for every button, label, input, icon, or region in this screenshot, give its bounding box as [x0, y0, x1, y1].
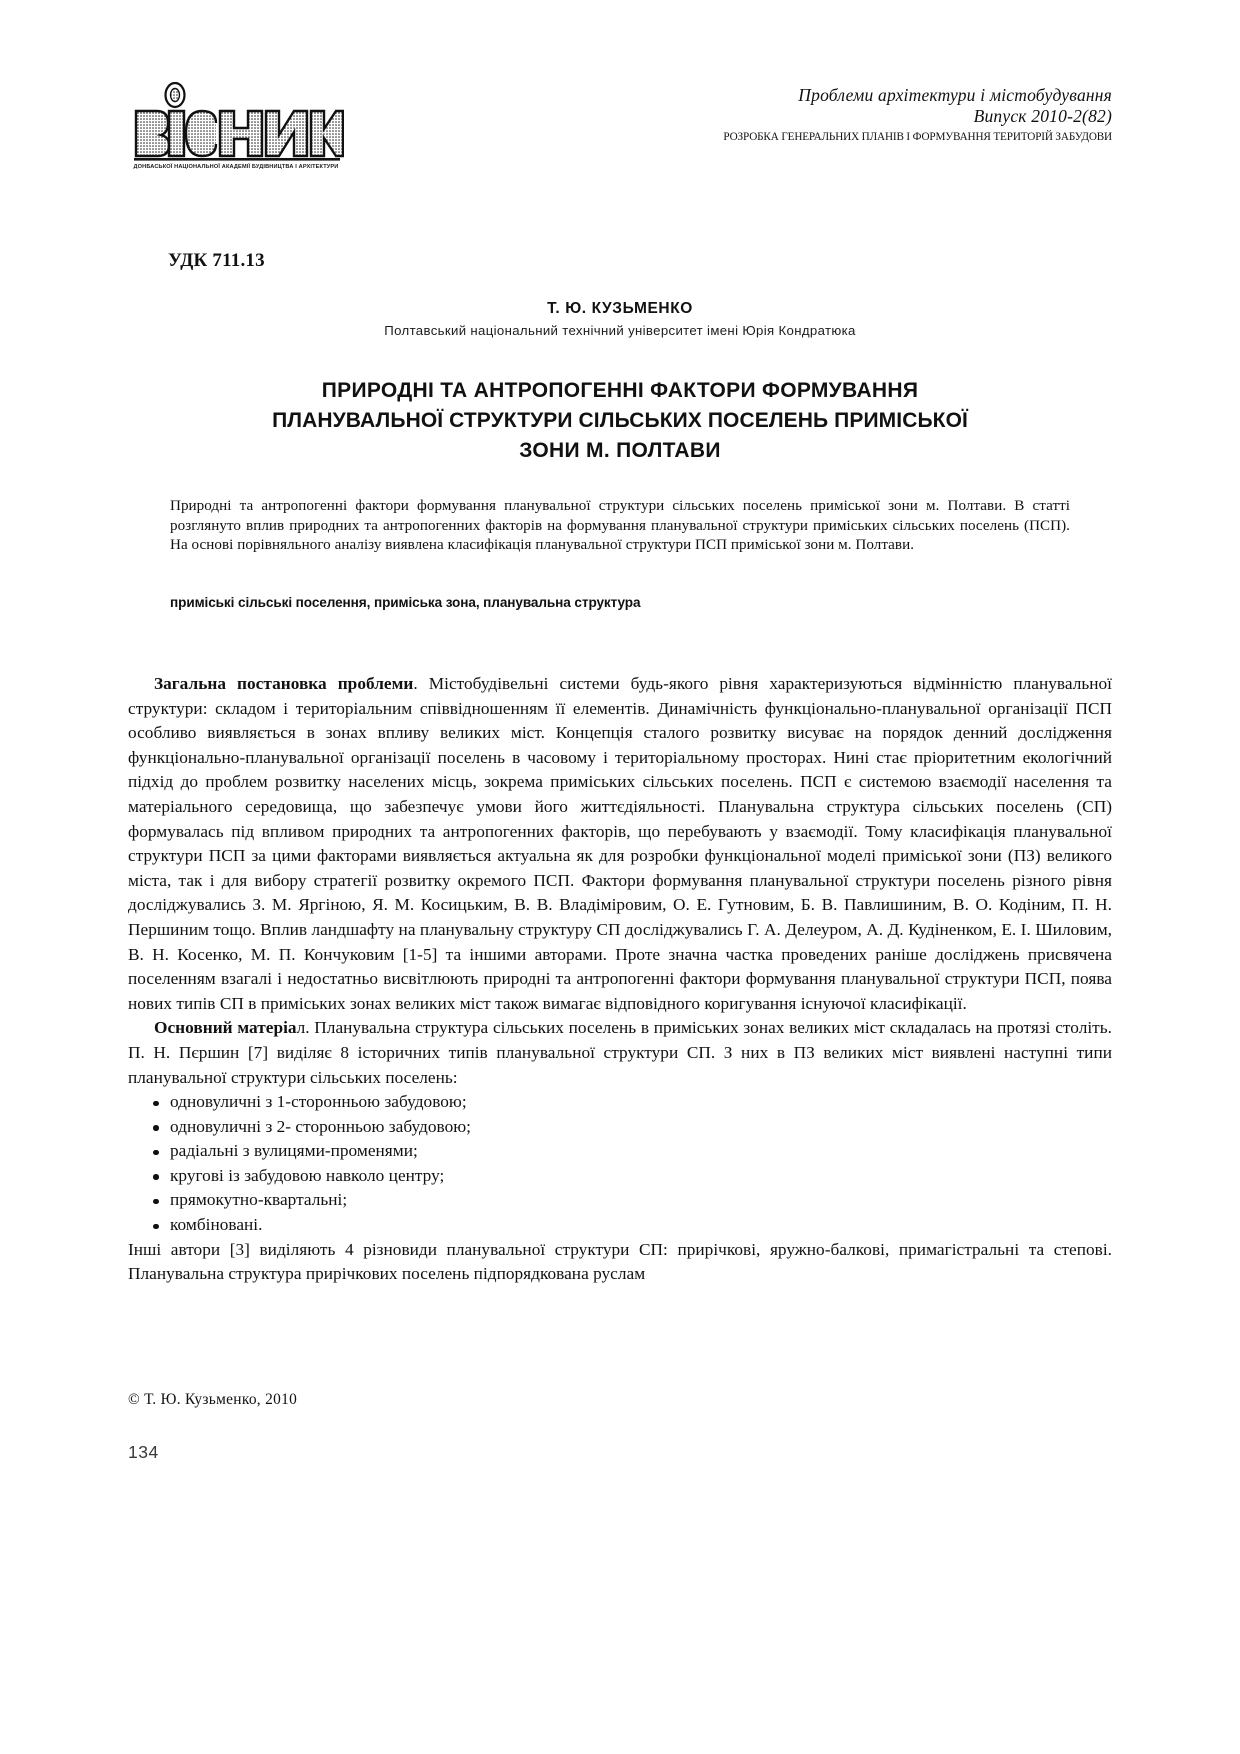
page-header — [128, 78, 1112, 178]
list-item-label: радіальні з вулицями-променями; — [170, 1141, 418, 1161]
article-abstract: Природні та антропогенні фактори формування планувальної структури сільських поселень приміської зони м. Полтави. В статті розглянуто вплив природних та антропогенних факторів на формування планувальної структури приміських сільських поселень (ПСП). На основі порівняльного аналізу виявлена класифікація планувальної структури ПСП приміської зони м. Полтави. — [170, 498, 1070, 554]
journal-subsection: РОЗРОБКА ГЕНЕРАЛЬНИХ ПЛАНІВ І ФОРМУВАННЯ ТЕРИТОРІЙ ЗАБУДОВИ — [723, 131, 1112, 143]
logo-caption: ДОНБАСЬКОЇ НАЦІОНАЛЬНОЇ АКАДЕМІЇ БУДІВНИЦТВА І АРХІТЕКТУРИ — [133, 164, 339, 170]
udc-code: УДК 711.13 — [168, 250, 265, 271]
article-author: Т. Ю. КУЗЬМЕНКО — [547, 300, 693, 317]
body-paragraph-1 — [128, 672, 1112, 1016]
title-line-1: ПРИРОДНІ ТА АНТРОПОГЕННІ ФАКТОРИ ФОРМУВАННЯ — [321, 379, 919, 403]
list-item — [128, 1188, 1112, 1213]
list-item — [128, 1090, 1112, 1115]
article-affiliation: Полтавський національний технічний університет імені Юрія Кондратюка — [384, 323, 856, 338]
bullet-icon — [153, 1224, 159, 1230]
journal-issue: Випуск 2010-2(82) — [973, 106, 1112, 126]
bullet-icon — [153, 1174, 159, 1180]
journal-section: Проблеми архітектури і містобудування — [798, 85, 1112, 105]
visnyk-logo-icon — [128, 82, 344, 162]
copyright-notice: © Т. Ю. Кузьменко, 2010 — [128, 1391, 298, 1408]
article-body — [128, 672, 1112, 1287]
list-item — [128, 1213, 1112, 1238]
journal-logo — [128, 78, 358, 170]
list-item-label: комбіновані. — [170, 1215, 263, 1235]
paragraph-1-lead: Загальна постановка проблеми — [154, 674, 414, 693]
list-item — [128, 1139, 1112, 1164]
paragraph-2-lead: Основний матеріа — [154, 1018, 297, 1038]
article-title — [170, 376, 1070, 466]
article-keywords: приміські сільські поселення, приміська зона, планувальна структура — [170, 595, 641, 610]
list-item — [128, 1115, 1112, 1140]
title-line-2: ПЛАНУВАЛЬНОЇ СТРУКТУРИ СІЛЬСЬКИХ ПОСЕЛЕНЬ ПРИМІСЬКОЇ — [272, 409, 968, 433]
body-paragraph-3: Інші автори [3] виділяють 4 різновиди планувальної структури СП: прирічкові, яружно-балкові, примагістральні та степові. Планувальна структура прирічкових поселень підпорядкована руслам — [128, 1239, 1112, 1284]
paragraph-1-text: . Містобудівельні системи будь-якого рівня характеризуються відмінністю планувальної структури: складом і територіальним співвідношенням її елементів. Динамічність функціонально-планувальної організації ПСП особливо виявляється в зонах впливу великих міст. Концепція сталого розвитку висуває на порядок денний дослідження функціонально-планувальної організації поселень в часовому і територіальному просторах. Нині стає пріоритетним екологічний підхід до проблем розвитку населених місць, зокрема приміських сільських поселень. ПСП є системою взаємодії населення та матеріального середовища, що забезпечує умови його життєдіяльності. Планувальна структура сільських поселень (СП) формувалась під впливом природних та антропогенних факторів, що перебувають у взаємодії. Тому класифікація планувальної структури ПСП за цими факторами виявляється актуальна як для розробки функціональної моделі приміської зони (ПЗ) великого міста, так і для вибору стратегії розвитку окремого ПСП. Фактори формування планувальної структури поселень різного рівня досліджувались З. М. Яргіною, Я. М. Косицьким, В. В. Владіміровим, О. Е. Гутновим, Б. В. Павлишиним, В. О. Кодіним, П. Н. Першиним тощо. Вплив ландшафту на планувальну структуру СП досліджувались Г. А. Делеуром, А. Д. Кудіненком, Е. І. Шиловим, В. Н. Косенко, М. П. Кончуковим [1-5] та іншими авторами. Проте значна частка проведених раніше досліджень присвячена поселенням взагалі і недостатньо висвітлюють природні та антропогенні фактори формування планувальної структури ПСП, поява нових типів СП в приміських зонах великих міст також вимагає відповідного коригування існуючої класифікації. — [128, 674, 1112, 1013]
body-paragraph-2 — [128, 1016, 1112, 1090]
list-item-label: прямокутно-квартальні; — [170, 1190, 348, 1210]
bullet-icon — [153, 1150, 159, 1156]
list-item-label: одновуличні з 2- сторонньою забудовою; — [170, 1116, 472, 1136]
list-item-label: кругові із забудовою навколо центру; — [170, 1165, 445, 1185]
settlement-types-list — [128, 1090, 1112, 1238]
bullet-icon — [153, 1199, 159, 1205]
paragraph-2-text: л. Планувальна структура сільських поселень в приміських зонах великих міст складалась на протязі століть. П. Н. Пєршин [7] виділяє 8 історичних типів планувальної структури СП. З них в ПЗ великих міст виявлені наступні типи планувальної структури сільських поселень: — [128, 1018, 1112, 1087]
bullet-icon — [153, 1125, 159, 1131]
title-line-3: ЗОНИ М. ПОЛТАВИ — [519, 439, 721, 463]
journal-info — [358, 78, 1112, 146]
list-item — [128, 1164, 1112, 1189]
bullet-icon — [153, 1101, 159, 1107]
page-number: 134 — [128, 1442, 159, 1462]
list-item-label: одновуличні з 1-сторонньою забудовою; — [170, 1092, 467, 1112]
